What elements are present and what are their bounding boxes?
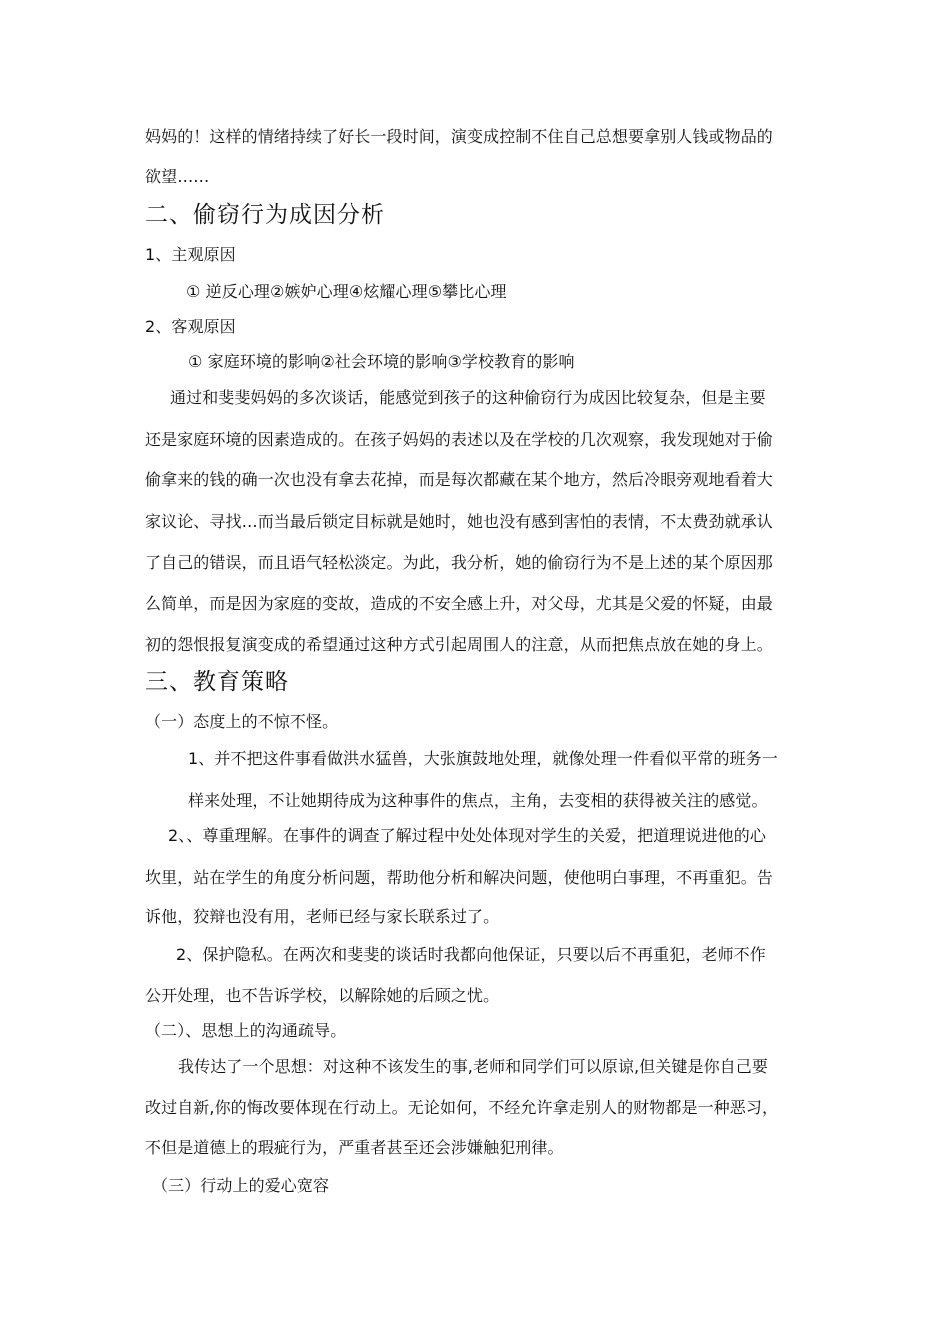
paragraph-line: 偷拿来的钱的确一次也没有拿去花掉，而是每次都藏在某个地方，然后冷眼旁观地看着大: [145, 470, 773, 489]
paragraph-line: 样来处理，不让她期待成为这种事件的焦点，主角，去变相的获得被关注的感觉。: [188, 791, 768, 810]
intro-line: 妈妈的！这样的情绪持续了好长一段时间，演变成控制不住自己总想要拿别人钱或物品的: [145, 127, 773, 146]
paragraph-line: 2、、尊重理解。在事件的调查了解过程中处处体现对学生的关爱，把道理说进他的心: [168, 826, 766, 845]
paragraph-line: 通过和斐斐妈妈的多次谈话，能感觉到孩子的这种偷窃行为成因比较复杂，但是主要: [170, 388, 766, 407]
paragraph-line: 1、并不把这件事看做洪水猛兽，大张旗鼓地处理，就像处理一件看似平常的班务一: [188, 749, 778, 768]
paragraph-line: 了自己的错误，而且语气轻松淡定。为此，我分析，她的偷窃行为不是上述的某个原因那: [145, 553, 773, 572]
paragraph-line: 2、保护隐私。在两次和斐斐的谈话时我都向他保证，只要以后不再重犯，老师不作: [176, 945, 766, 964]
paragraph-line: 么简单，而是因为家庭的变故，造成的不安全感上升，对父母，尤其是父爱的怀疑，由最: [145, 594, 773, 613]
paragraph-line: 初的怨恨报复演变成的希望通过这种方式引起周围人的注意，从而把焦点放在她的身上。: [145, 635, 773, 654]
paragraph-line: 改过自新,你的悔改要体现在行动上。无论如何，不经允许拿走别人的财物都是一种恶习，: [145, 1098, 779, 1117]
paragraph-line: 还是家庭环境的因素造成的。在孩子妈妈的表述以及在学校的几次观察，我发现她对于偷: [145, 430, 773, 449]
subsection-title: 2、客观原因: [145, 317, 236, 336]
paragraph-line: 我传达了一个思想：对这种不该发生的事,老师和同学们可以原谅,但关键是你自己要: [178, 1057, 768, 1076]
section-heading-3: 三、教育策略: [145, 669, 289, 695]
subsection-title: 1、主观原因: [145, 245, 236, 264]
paragraph-line: 坎里，站在学生的角度分析问题，帮助他分析和解决问题，使他明白事理，不再重犯。告: [145, 868, 773, 887]
paragraph-line: 诉他，狡辩也没有用，老师已经与家长联系过了。: [145, 907, 500, 926]
part-title: （二）、思想上的沟通疏导。: [145, 1021, 347, 1040]
section-heading-2: 二、偷窃行为成因分析: [145, 202, 385, 228]
paragraph-line: 家议论、寻找…而当最后锁定目标就是她时，她也没有感到害怕的表情，不太费劲就承认: [145, 512, 773, 531]
cause-list: ① 家庭环境的影响②社会环境的影响③学校教育的影响: [188, 352, 575, 371]
part-title: （三）行动上的爱心宽容: [152, 1176, 330, 1195]
cause-list: ① 逆反心理②嫉妒心理④炫耀心理⑤攀比心理: [186, 282, 507, 301]
paragraph-line: 不但是道德上的瑕疵行为，严重者甚至还会涉嫌触犯刑律。: [145, 1138, 564, 1157]
part-title: （一）态度上的不惊不怪。: [145, 712, 339, 731]
intro-line: 欲望……: [145, 167, 210, 186]
paragraph-line: 公开处理，也不告诉学校，以解除她的后顾之忧。: [145, 986, 500, 1005]
